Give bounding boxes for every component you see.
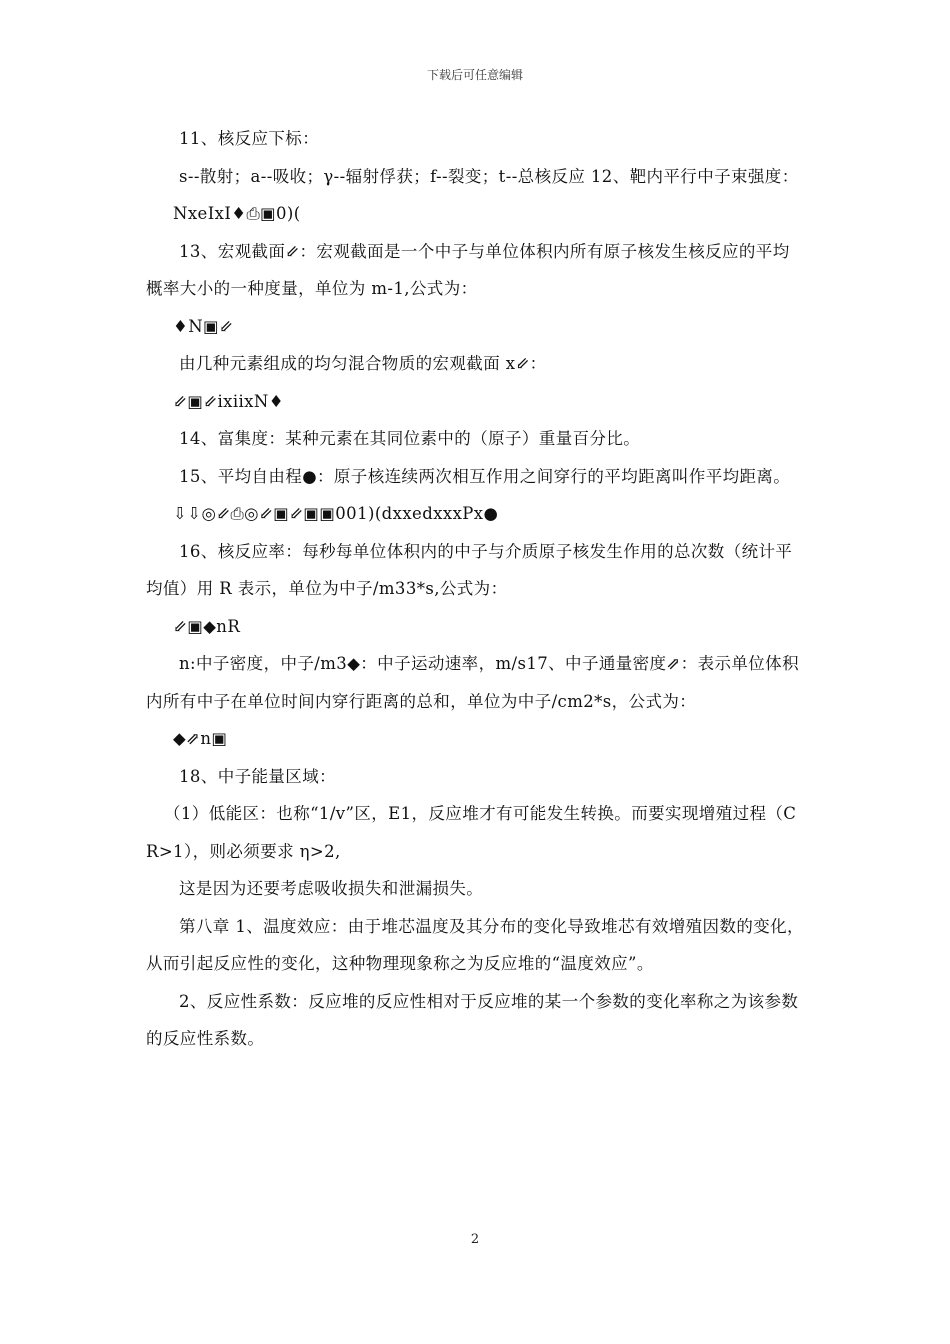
- document-body: [146, 120, 806, 1058]
- formula-mixture-cross-section: ⇙▣⇙ixiixN♦: [173, 391, 284, 411]
- formula-neutron-flux: ◆⇗n▣: [173, 729, 228, 748]
- formula-reaction-rate: ⇙▣◆nR: [173, 616, 241, 636]
- page-number: 2: [470, 1232, 480, 1247]
- page-header: 下载后可任意编辑: [426, 68, 523, 82]
- paragraph-macroscopic-cross-section: 13、宏观截面⇙：宏观截面是一个中子与单位体积内所有原子核发生核反应的平均概率大小的一种度量，单位为 m-1,公式为：: [146, 241, 790, 298]
- paragraph-subscript-definitions: s--散射；a--吸收；γ--辐射俘获；f--裂变；t--总核反应 12、靶内平行中子束强度：: [179, 166, 799, 186]
- formula-mean-free-path: ⇩⇩◎⇙⎙◎⇙▣⇙▣▣001)(dxxedxxxPx●: [173, 504, 499, 523]
- paragraph-energy-regions: 18、中子能量区域：: [179, 766, 336, 786]
- paragraph-reactivity-coefficient: 2、反应性系数：反应堆的反应性相对于反应堆的某一个参数的变化率称之为该参数的反应性系数。: [146, 991, 799, 1048]
- paragraph-temperature-effect: 第八章 1、温度效应：由于堆芯温度及其分布的变化导致堆芯有效增殖因数的变化，从而引起反应性的变化，这种物理现象称之为反应堆的“温度效应”。: [146, 916, 804, 973]
- paragraph-neutron-flux-density: n:中子密度，中子/m3◆：中子运动速率，m/s17、中子通量密度⇗：表示单位体积内所有中子在单位时间内穿行距离的总和，单位为中子/cm2*s，公式为：: [146, 654, 799, 711]
- paragraph-mean-free-path: 15、平均自由程●：原子核连续两次相互作用之间穿行的平均距离叫作平均距离。: [179, 466, 791, 486]
- paragraph-low-energy-region: （1）低能区：也称“1/v”区，E1，反应堆才有可能发生转换。而要实现增殖过程（CR>1），则必须要求 η>2,: [146, 804, 797, 861]
- paragraph-mixture-cross-section: 由几种元素组成的均匀混合物质的宏观截面 x⇙：: [179, 354, 547, 373]
- formula-beam-intensity: NxeIxI♦⎙▣0)(: [173, 204, 301, 223]
- paragraph-nuclear-reaction-subscript: 11、核反应下标：: [179, 129, 320, 148]
- formula-macroscopic-cross-section: ♦N▣⇙: [173, 316, 234, 336]
- paragraph-absorption-leakage: 这是因为还要考虑吸收损失和泄漏损失。: [179, 879, 484, 898]
- paragraph-enrichment: 14、富集度：某种元素在其同位素中的（原子）重量百分比。: [179, 429, 641, 448]
- paragraph-reaction-rate: 16、核反应率：每秒每单位体积内的中子与介质原子核发生作用的总次数（统计平均值）用 R 表示，单位为中子/m33*s,公式为：: [146, 541, 793, 598]
